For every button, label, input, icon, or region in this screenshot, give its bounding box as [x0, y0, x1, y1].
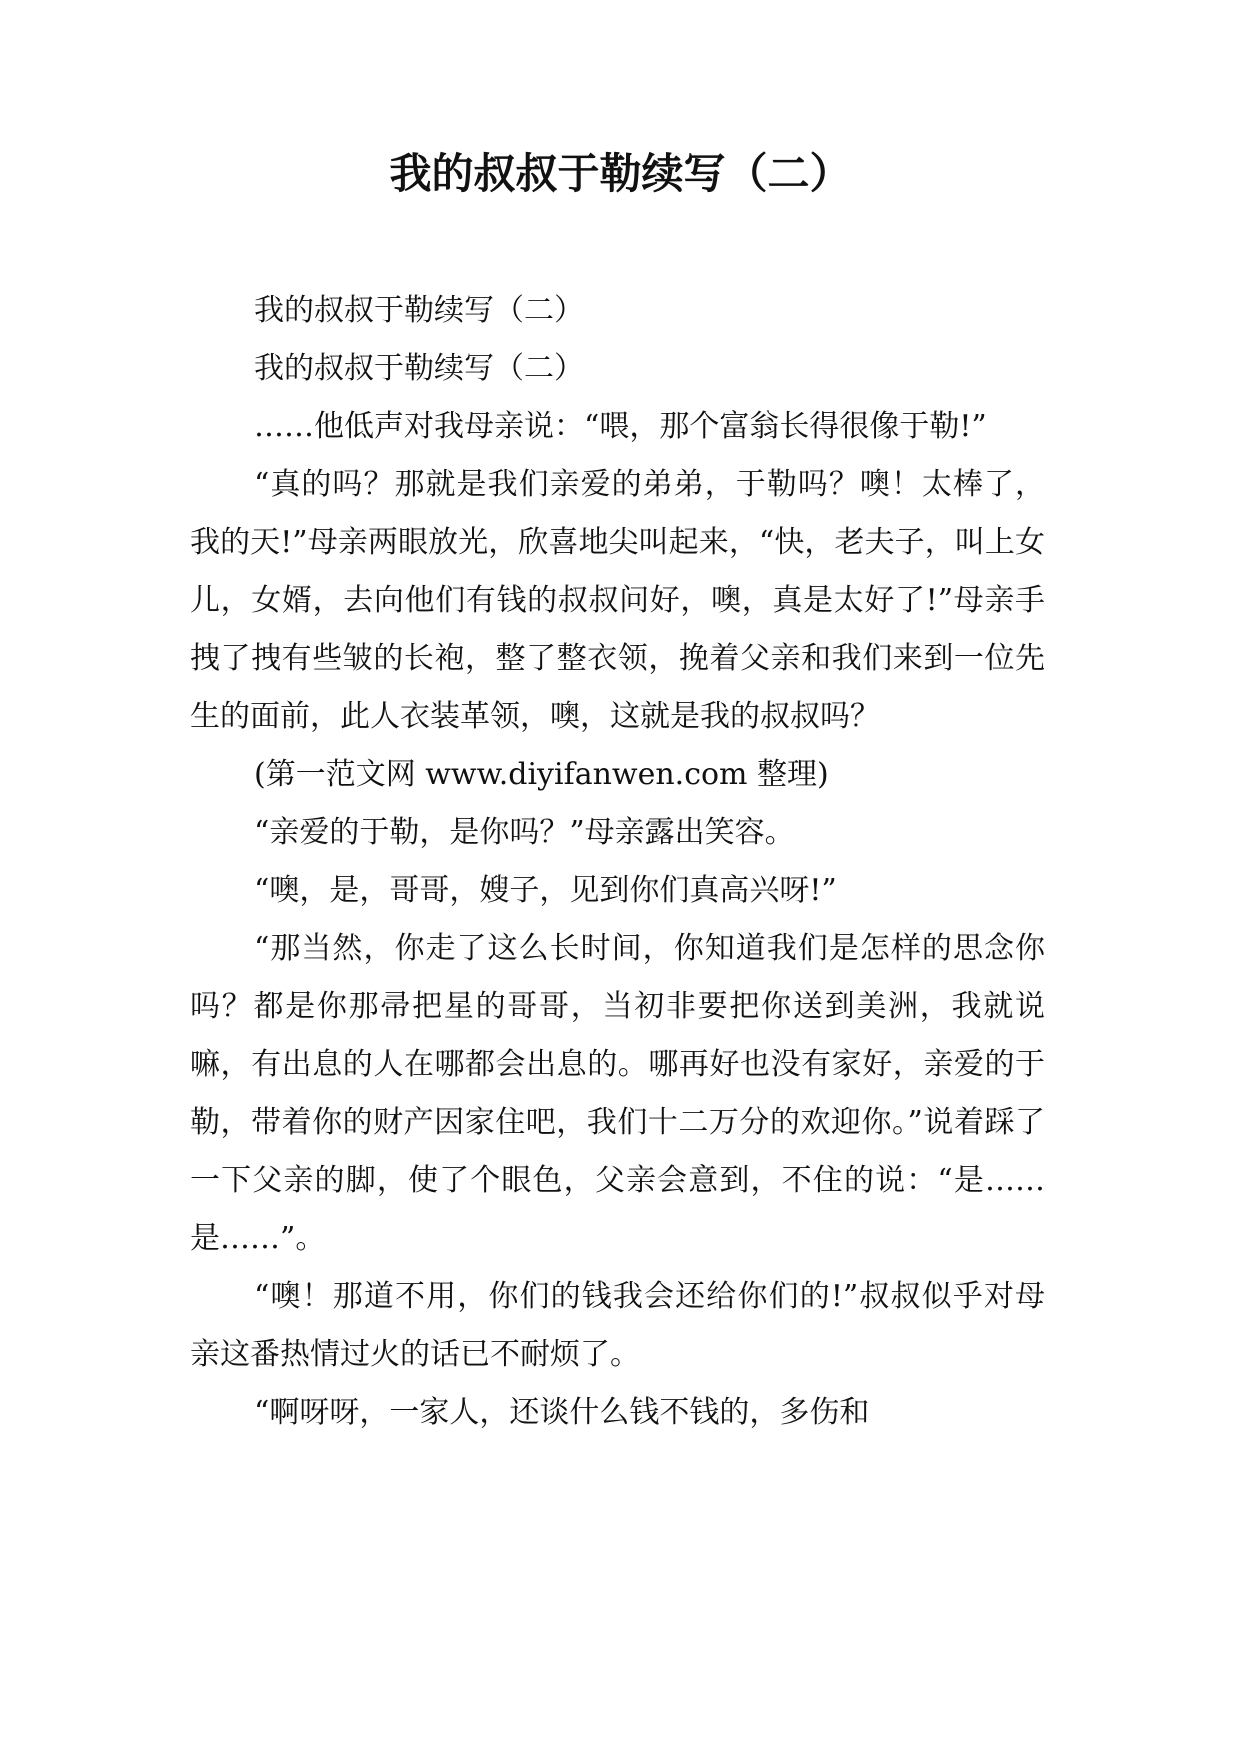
paragraph: “噢！那道不用，你们的钱我会还给你们的!”叔叔似乎对母亲这番热情过火的话已不耐烦了。 [190, 1279, 1045, 1372]
paragraph: 我的叔叔于勒续写（二） [254, 351, 584, 386]
paragraph: “亲爱的于勒，是你吗？”母亲露出笑容。 [254, 815, 795, 850]
paragraph: “啊呀呀，一家人，还谈什么钱不钱的，多伤和 [254, 1395, 870, 1430]
paragraph: “噢，是，哥哥，嫂子，见到你们真高兴呀!” [254, 873, 837, 908]
paragraph: ……他低声对我母亲说：“喂，那个富翁长得很像于勒!” [254, 409, 987, 444]
paragraph: “那当然，你走了这么长时间，你知道我们是怎样的思念你吗？都是你那帚把星的哥哥，当初非要把你送到美洲，我就说嘛，有出息的人在哪都会出息的。哪再好也没有家好，亲爱的于勒，带着你的财产因家住吧，我们十二万分的欢迎你。”说着踩了一下父亲的脚，使了个眼色，父亲会意到，不住的说：“是……是……”。 [190, 931, 1045, 1256]
document-body [190, 282, 1045, 1442]
paragraph: “真的吗？那就是我们亲爱的弟弟，于勒吗？噢！太棒了，我的天!”母亲两眼放光，欣喜地尖叫起来，“快，老夫子，叫上女儿，女婿，去向他们有钱的叔叔问好，噢，真是太好了!”母亲手拽了拽有些皱的长袍，整了整衣领，挽着父亲和我们来到一位先生的面前，此人衣装革领，噢，这就是我的叔叔吗？ [190, 467, 1045, 734]
document-title: 我的叔叔于勒续写（二） [389, 149, 852, 198]
paragraph: 我的叔叔于勒续写（二） [254, 293, 584, 328]
paragraph: (第一范文网 www.diyifanwen.com 整理) [254, 757, 829, 792]
